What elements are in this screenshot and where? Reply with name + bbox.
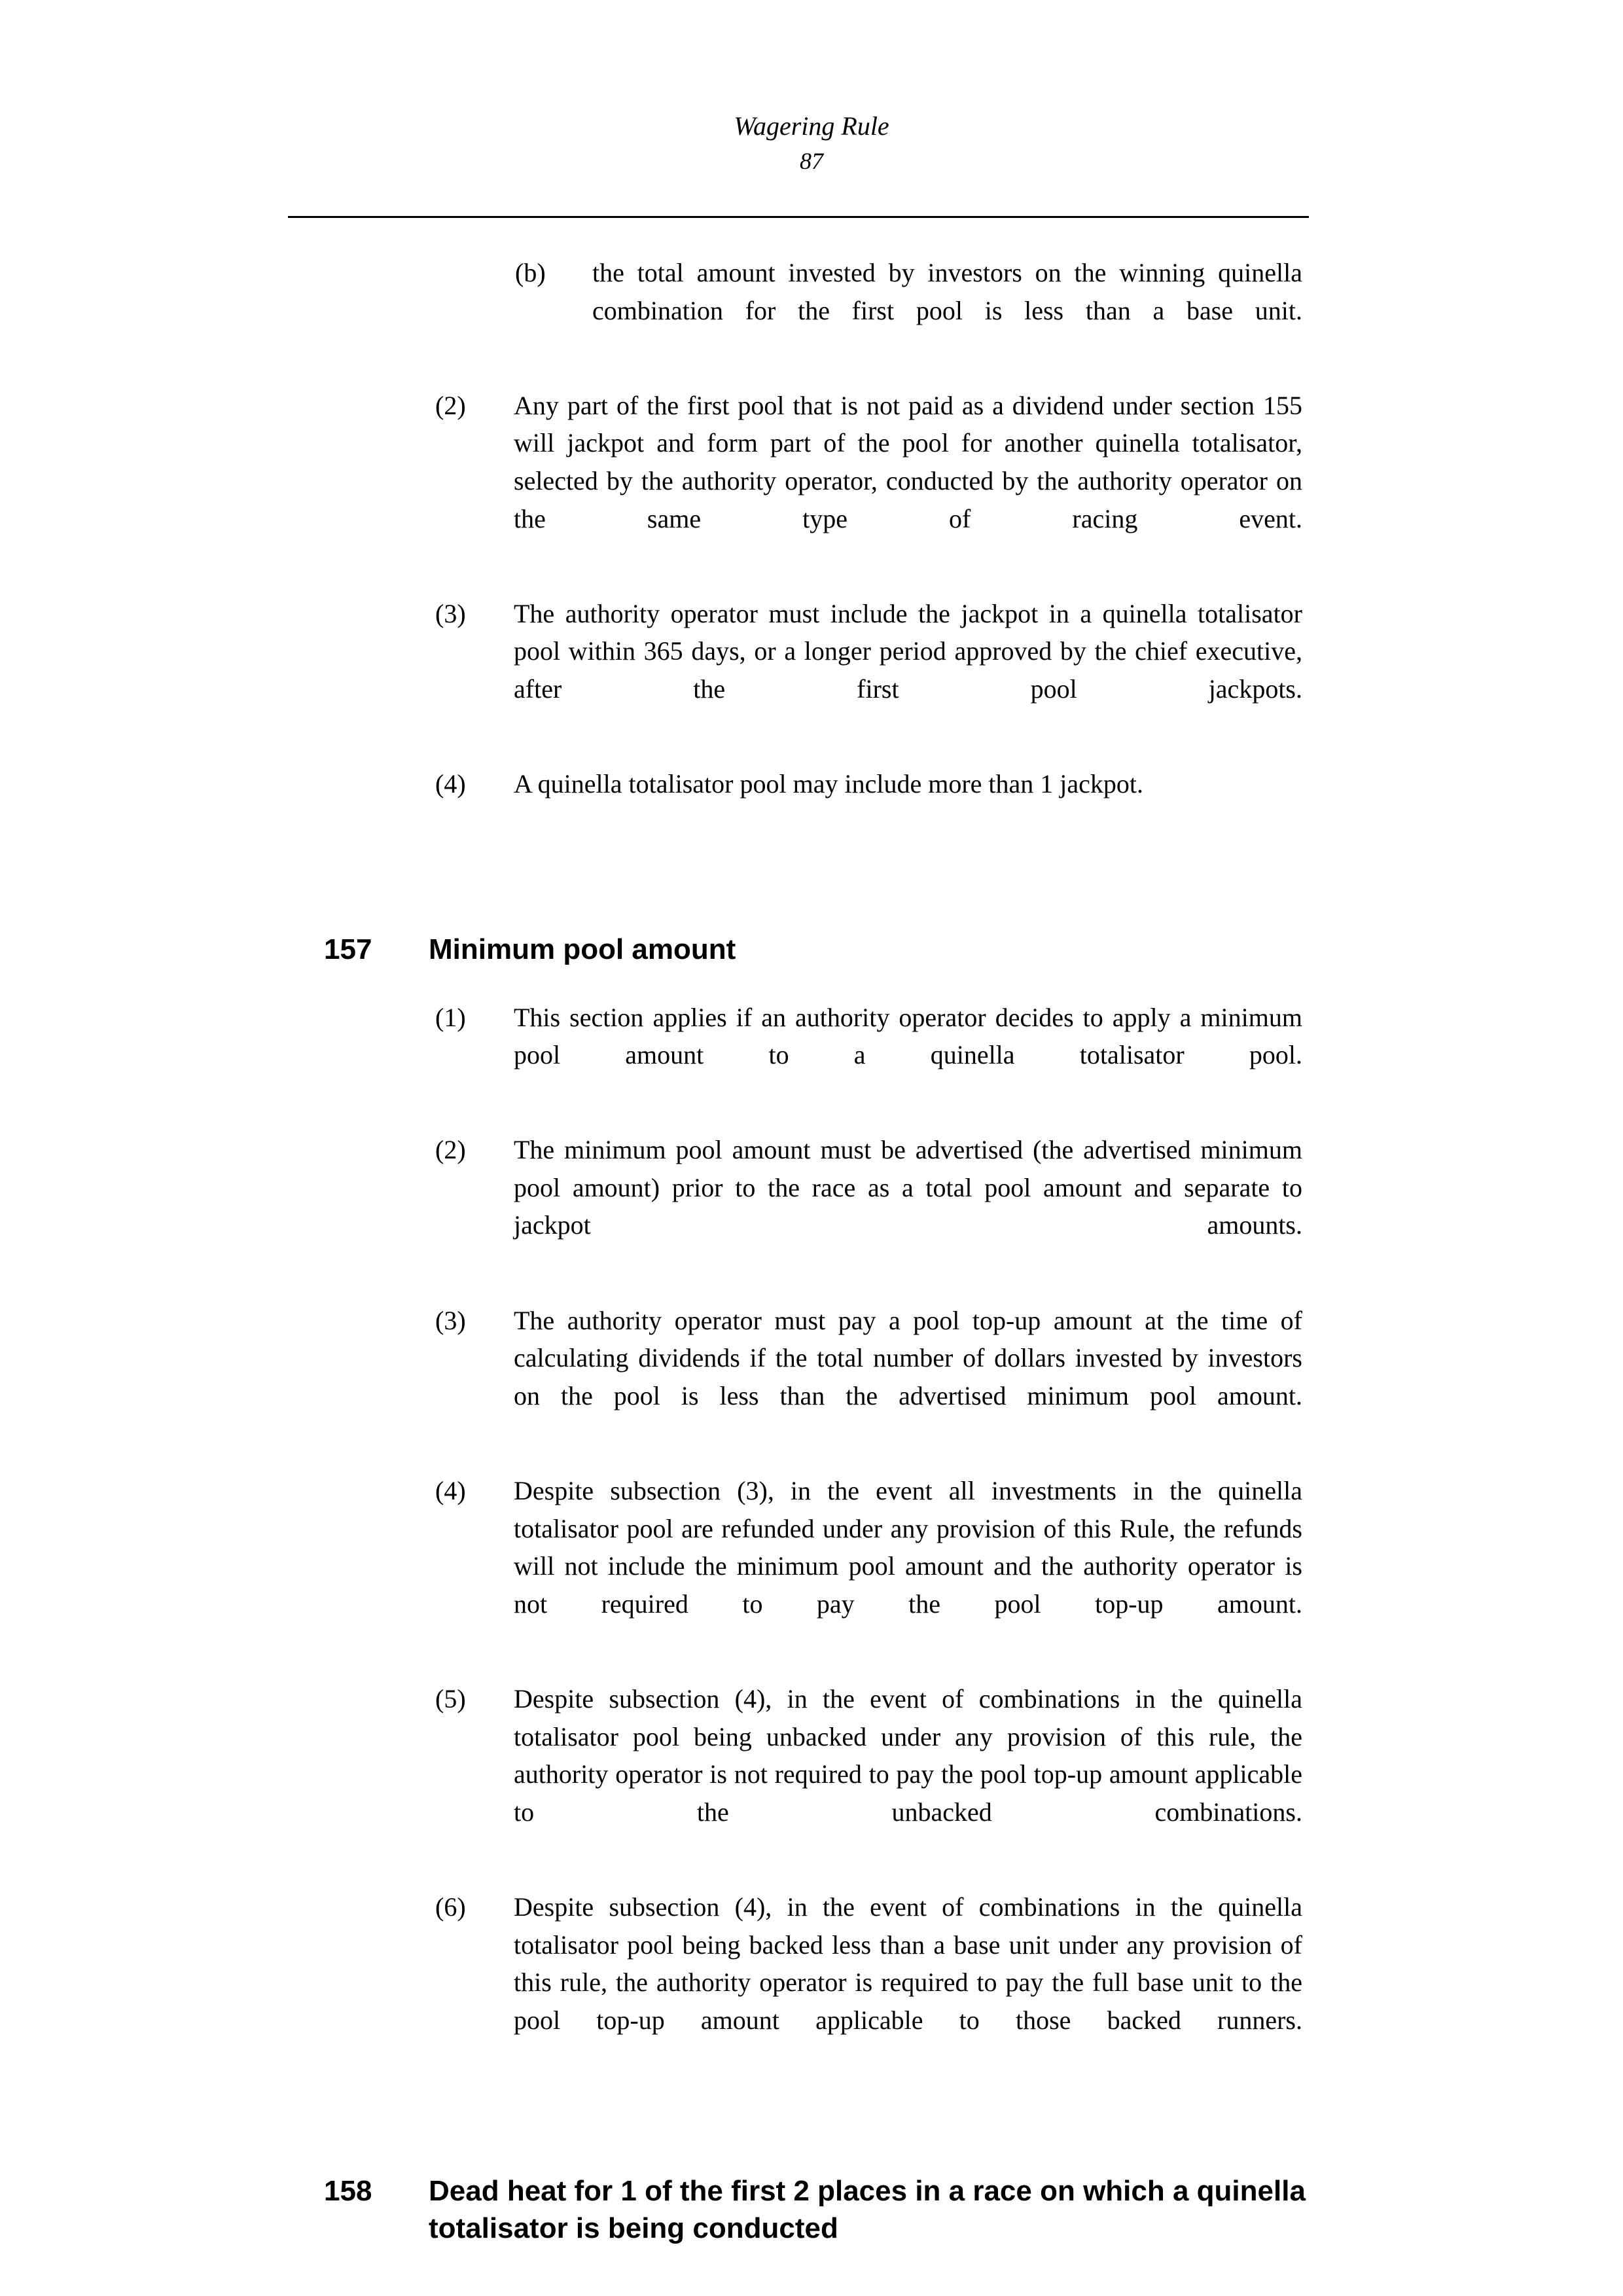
list-item-marker: (2) bbox=[435, 1135, 466, 1165]
list-item bbox=[435, 765, 1302, 840]
list-item-text: The authority operator must include the jackpot in a quinella totalisator pool within 365 days, or a longer period approved by the chief executive, after the first pool jackpots. bbox=[514, 598, 1302, 704]
list-item-marker: (4) bbox=[435, 1476, 466, 1506]
list-item-text: Any part of the first pool that is not paid as a dividend under section 155 will jackpot and form part of the pool for another quinella totalisator, selected by the authority operator, conducted by the authority operator on the same type of racing event. bbox=[514, 390, 1302, 533]
list-item-text: the total amount invested by investors on the winning quinella combination for the first pool is less than a base unit. bbox=[592, 258, 1302, 325]
list-item-marker: (2) bbox=[435, 390, 466, 420]
list-item bbox=[515, 254, 1302, 367]
spacer bbox=[0, 969, 1623, 999]
list-item bbox=[435, 1302, 1302, 1452]
list-item bbox=[435, 1888, 1302, 2077]
list-item-marker: (5) bbox=[435, 1684, 466, 1713]
list-item-text: This section applies if an authority operator decides to apply a minimum pool amount to a quinella totalisator pool. bbox=[514, 1002, 1302, 1070]
list-item bbox=[435, 387, 1302, 575]
list-item bbox=[435, 1680, 1302, 1869]
list-item-text: Despite subsection (4), in the event of combinations in the quinella totalisator pool being backed less than a base unit under any provision of this rule, the authority operator is required to pay the full base unit to the pool top-up amount applicable to those backed runners. bbox=[514, 1892, 1302, 2035]
running-head bbox=[0, 110, 1623, 177]
section-heading-157 bbox=[0, 931, 1309, 968]
list-item bbox=[435, 595, 1302, 745]
header-divider bbox=[288, 216, 1309, 218]
list-item-marker: (1) bbox=[435, 1002, 466, 1032]
section-number: 158 bbox=[324, 2174, 372, 2207]
page-number: 87 bbox=[800, 148, 823, 175]
list-item-text: The authority operator must pay a pool top-up amount at the time of calculating dividends if the total number of dollars invested by investors on the pool is less than the advertised minimum pool amount. bbox=[514, 1305, 1302, 1410]
list-item-text: Despite subsection (4), in the event of combinations in the quinella totalisator pool being unbacked under any provision of this rule, the authority operator is not required to pay the pool top-up amount applicable to the unbacked combinations. bbox=[514, 1684, 1302, 1827]
list-item-marker: (6) bbox=[435, 1892, 466, 1922]
list-item-text: The minimum pool amount must be advertised (the advertised minimum pool amount) prior to the race as a total pool amount and separate to jackpot amounts. bbox=[514, 1135, 1302, 1240]
list-item-text: Despite subsection (3), in the event all investments in the quinella totalisator pool are refunded under any provision of this Rule, the refunds will not include the minimum pool amount and the authority operator is not required to pay the pool top-up amount. bbox=[514, 1476, 1302, 1619]
list-item-marker: (4) bbox=[435, 769, 466, 799]
list-item-marker: (3) bbox=[435, 1305, 466, 1335]
list-item-text: A quinella totalisator pool may include more than 1 jackpot. bbox=[514, 769, 1143, 799]
spacer bbox=[0, 860, 1623, 931]
running-head-title: Wagering Rule bbox=[734, 111, 889, 141]
list-item-marker: (b) bbox=[515, 258, 546, 287]
list-item-marker: (3) bbox=[435, 598, 466, 628]
section-title: Dead heat for 1 of the first 2 places in a race on which a quinella totalisator is being conducted bbox=[429, 2174, 1306, 2245]
spacer bbox=[0, 2096, 1623, 2172]
section-number: 157 bbox=[324, 933, 372, 966]
list-item bbox=[435, 999, 1302, 1112]
list-item bbox=[435, 1472, 1302, 1660]
list-item bbox=[435, 1131, 1302, 1282]
section-title: Minimum pool amount bbox=[429, 933, 736, 966]
document-body bbox=[0, 254, 1623, 2247]
section-heading-158 bbox=[0, 2172, 1309, 2247]
